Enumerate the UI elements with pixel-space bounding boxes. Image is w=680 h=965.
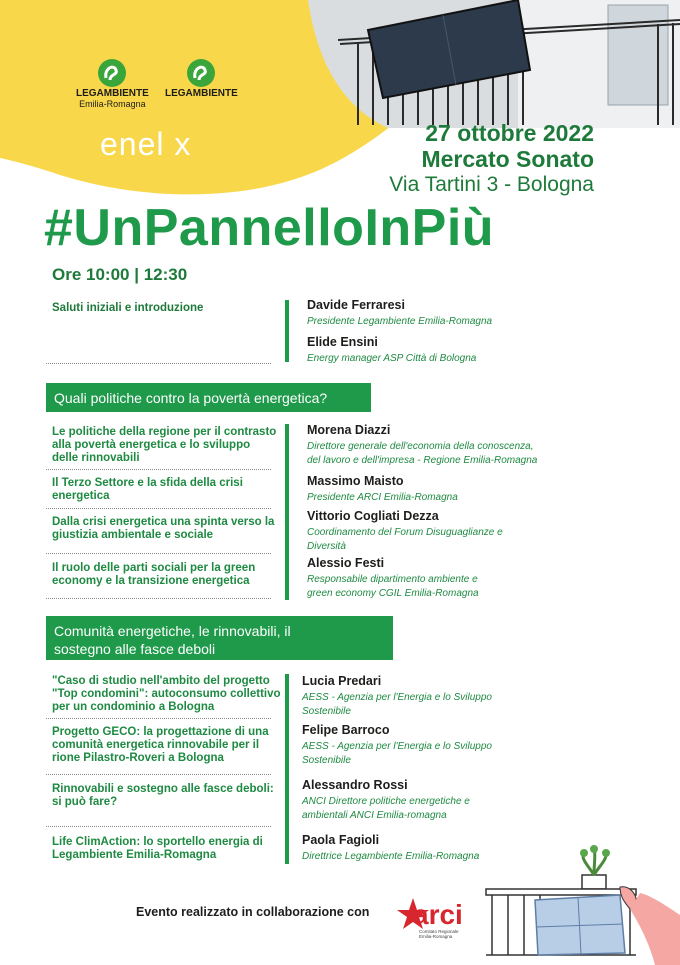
topic-item: Progetto GECO: la progettazione di una comunità energetica rinnovabile per il rione Pilastro-Roveri a Bologna [52, 726, 269, 765]
balcony-illustration [480, 845, 680, 965]
divider [46, 469, 271, 470]
divider [46, 826, 271, 827]
event-address: Via Tartini 3 - Bologna [389, 173, 594, 196]
event-date: 27 ottobre 2022 [425, 120, 594, 146]
speaker: Lucia Predari AESS - Agenzia per l'Energia e lo Sviluppo Sostenibile [302, 674, 492, 717]
speaker: Davide Ferraresi Presidente Legambiente Emilia-Romagna [307, 298, 493, 327]
speaker: Massimo Maisto Presidente ARCI Emilia-Romagna [307, 474, 458, 503]
collaboration-text: Evento realizzato in collaborazione con [136, 905, 370, 919]
divider-line [285, 424, 289, 600]
speaker: Vittorio Cogliati Dezza Coordinamento del Forum Disuguaglianze e Diversità [307, 509, 503, 552]
section-title-banner: Quali politiche contro la povertà energetica? [46, 383, 371, 412]
legambiente-logo: LEGAMBIENTE [165, 58, 238, 99]
balcony-solar-panel-photo [278, 0, 680, 128]
legambiente-emilia-romagna-logo: LEGAMBIENTE Emilia-Romagna [76, 58, 149, 109]
divider [46, 508, 271, 509]
divider [46, 598, 271, 599]
topic-item: Life ClimAction: lo sportello energia di Legambiente Emilia-Romagna [52, 836, 263, 862]
svg-text:Comitato Regionale: Comitato Regionale [419, 929, 459, 934]
topic-item: Le politiche della regione per il contrasto alla povertà energetica e lo sviluppo delle rinnovabili [52, 426, 277, 465]
speaker: Morena Diazzi Direttore generale dell'economia della conoscenza, del lavoro e dell'impresa - Regione Emilia-Romagna [307, 423, 538, 466]
divider-line [285, 674, 289, 864]
swan-icon [185, 58, 217, 88]
event-hashtag: #UnPannelloInPiù [44, 199, 495, 257]
speaker: Paola Fagioli Direttrice Legambiente Emilia-Romagna [302, 833, 480, 862]
section-title-banner: Comunità energetiche, le rinnovabili, il sostegno alle fasce deboli [46, 616, 393, 660]
event-place: Mercato Sonato [421, 146, 594, 172]
swan-icon [96, 58, 128, 88]
topic-item: Il Terzo Settore e la sfida della crisi energetica [52, 477, 243, 503]
speaker: Felipe Barroco AESS - Agenzia per l'Energia e lo Sviluppo Sostenibile [302, 723, 492, 766]
divider [46, 774, 271, 775]
intro-topic: Saluti iniziali e introduzione [52, 302, 204, 314]
topic-item: "Caso di studio nell'ambito del progetto "Top condomini": autoconsumo collettivo per un condominio a Bologna [52, 675, 281, 714]
speaker: Alessio Festi Responsabile dipartimento ambiente e green economy CGIL Emilia-Romagna [307, 556, 479, 599]
topic-item: Rinnovabili e sostegno alle fasce deboli: si può fare? [52, 783, 274, 809]
speaker: Elide Ensini Energy manager ASP Città di Bologna [307, 335, 477, 364]
svg-text:arci: arci [413, 899, 463, 930]
divider [46, 718, 271, 719]
divider-line [285, 300, 289, 362]
topic-item: Il ruolo delle parti sociali per la green economy e la transizione energetica [52, 562, 256, 588]
arci-logo [395, 890, 465, 940]
speaker: Alessandro Rossi ANCI Direttore politiche energetiche e ambientali ANCI Emilia-romagna [302, 778, 470, 821]
enel-x-logo: enel x [100, 126, 192, 162]
divider [46, 363, 271, 364]
svg-text:Emilia-Romagna: Emilia-Romagna [419, 934, 453, 939]
topic-item: Dalla crisi energetica una spinta verso la giustizia ambientale e sociale [52, 516, 275, 542]
event-time: Ore 10:00 | 12:30 [52, 265, 188, 284]
divider [46, 553, 271, 554]
